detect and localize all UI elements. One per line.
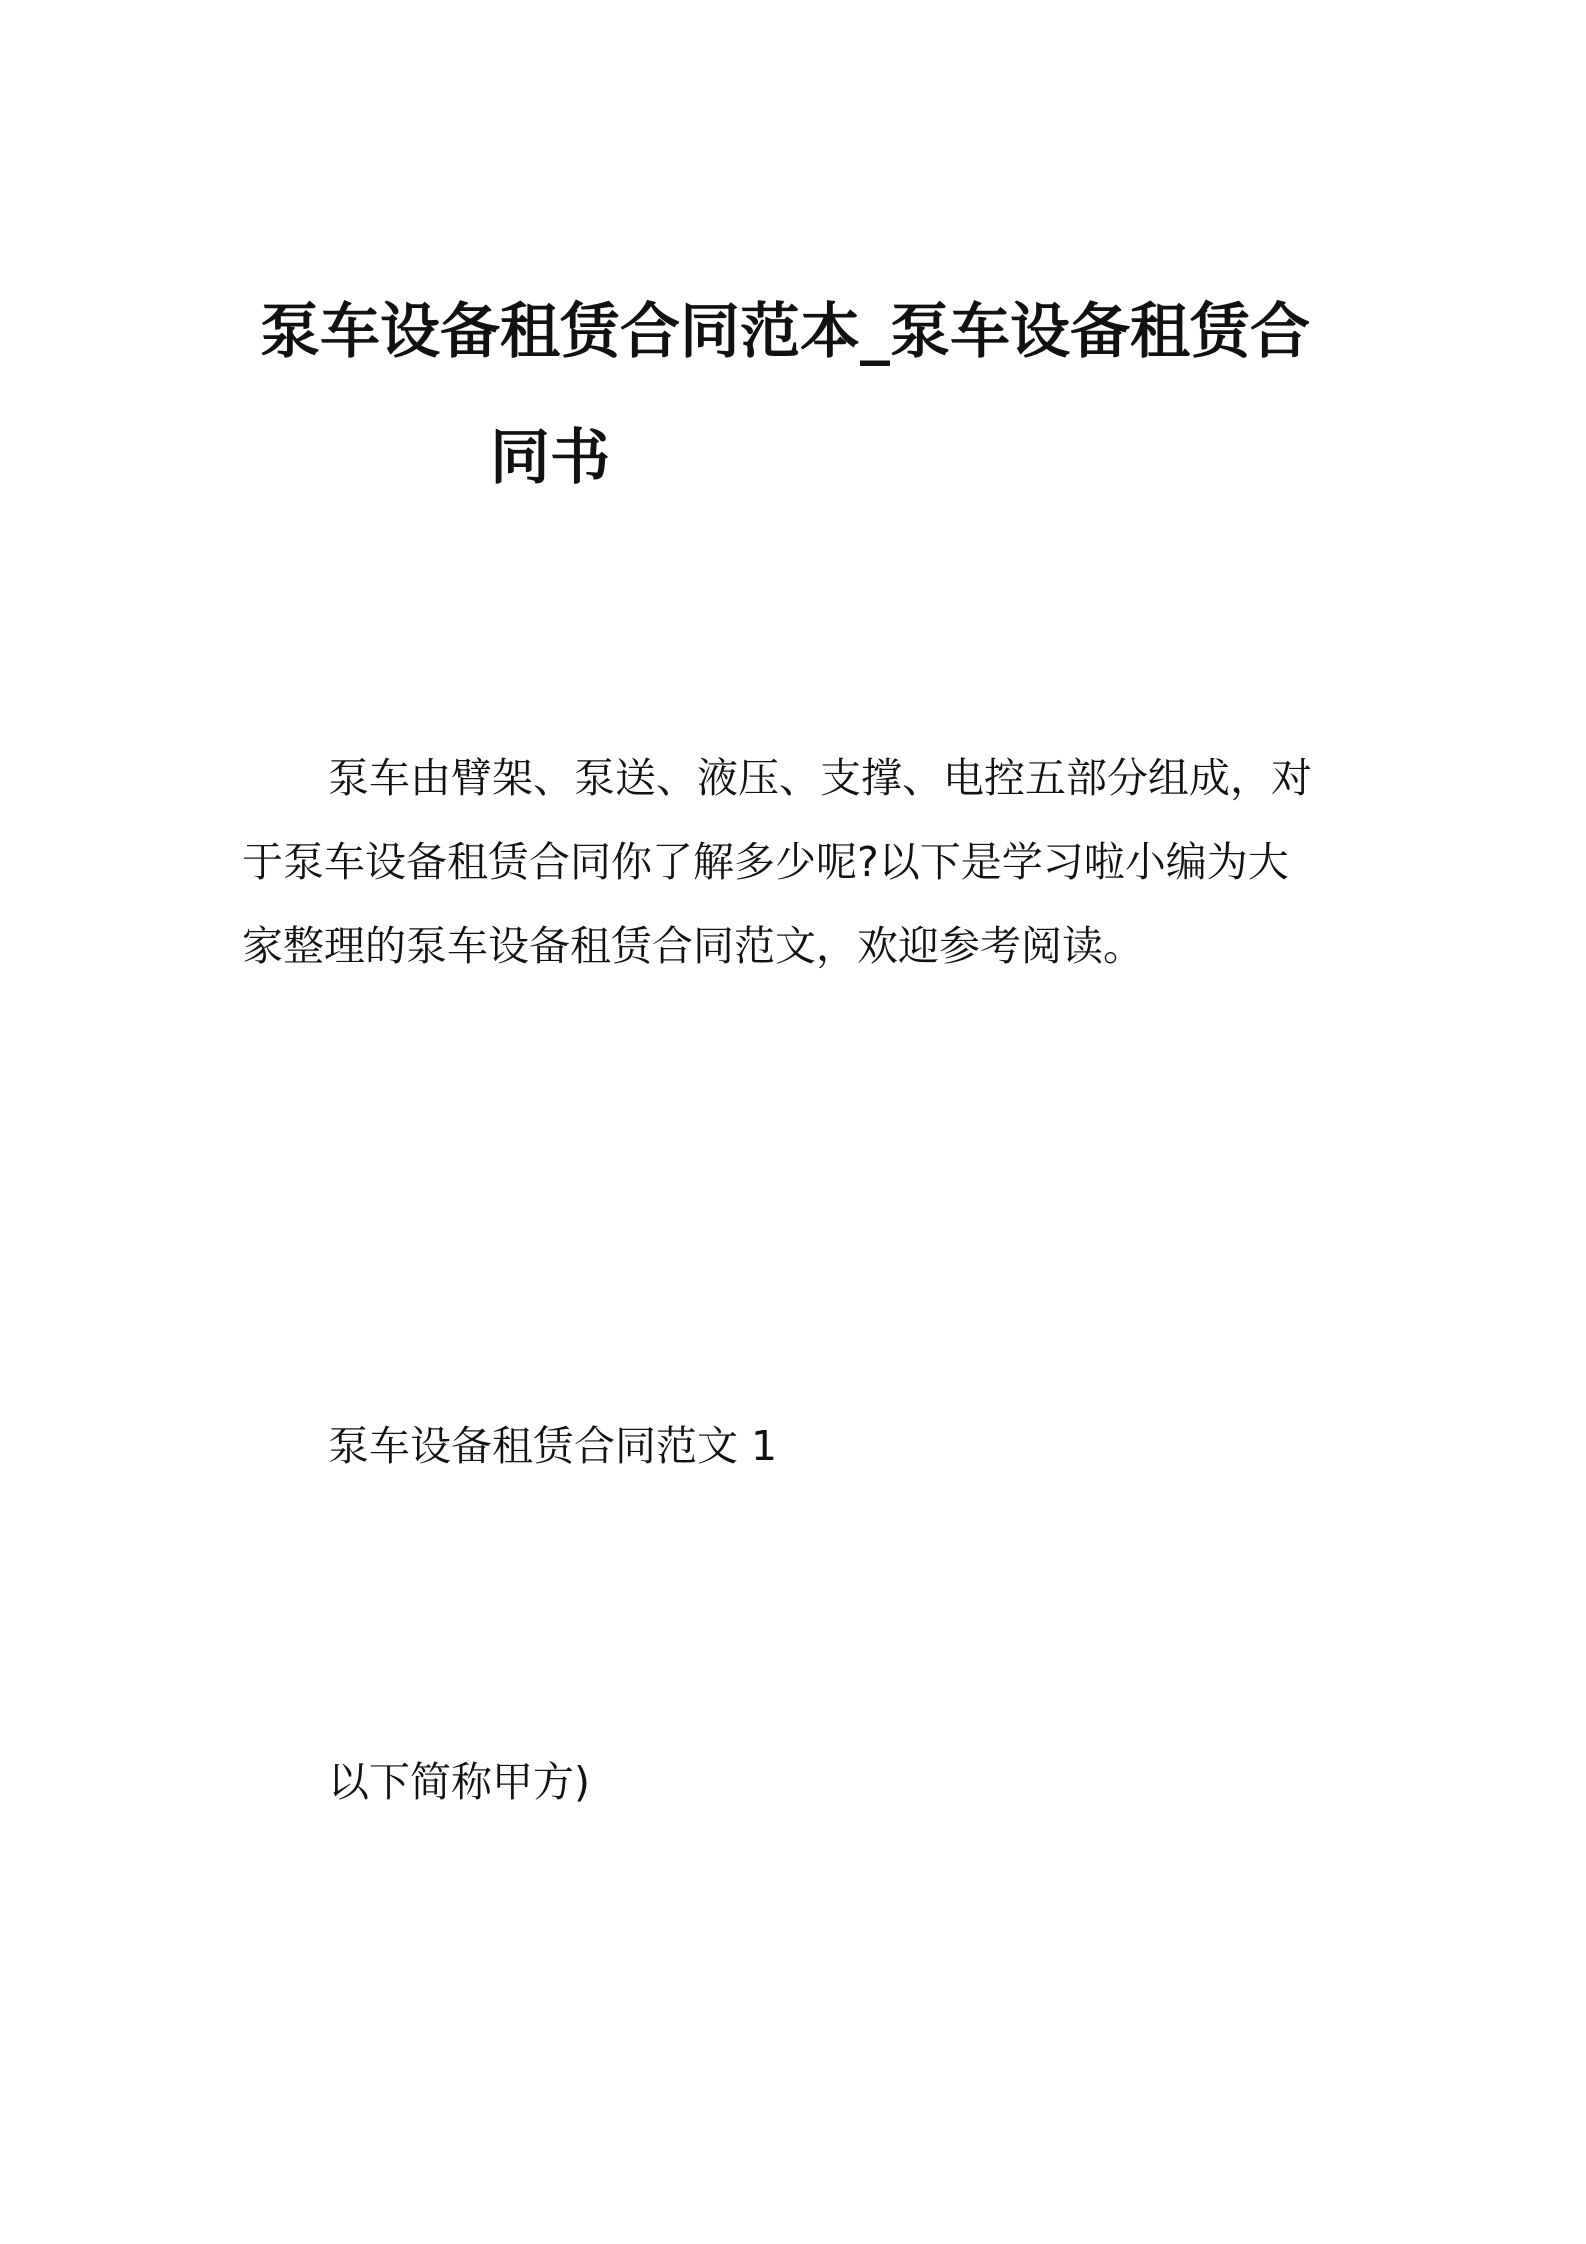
intro-paragraph-line-1: 泵车由臂架、泵送、液压、支撑、电控五部分组成，对	[328, 754, 1312, 802]
intro-paragraph-line-3: 家整理的泵车设备租赁合同范文，欢迎参考阅读。	[242, 922, 1144, 970]
document-title-line-2: 同书	[490, 423, 610, 493]
intro-paragraph-line-2: 于泵车设备租赁合同你了解多少呢?以下是学习啦小编为大	[242, 838, 1289, 886]
document-title-line-1: 泵车设备租赁合同范本_泵车设备租赁合	[260, 297, 1310, 367]
party-a-line: 以下简称甲方)	[328, 1758, 590, 1806]
section-heading: 泵车设备租赁合同范文 1	[328, 1422, 778, 1470]
